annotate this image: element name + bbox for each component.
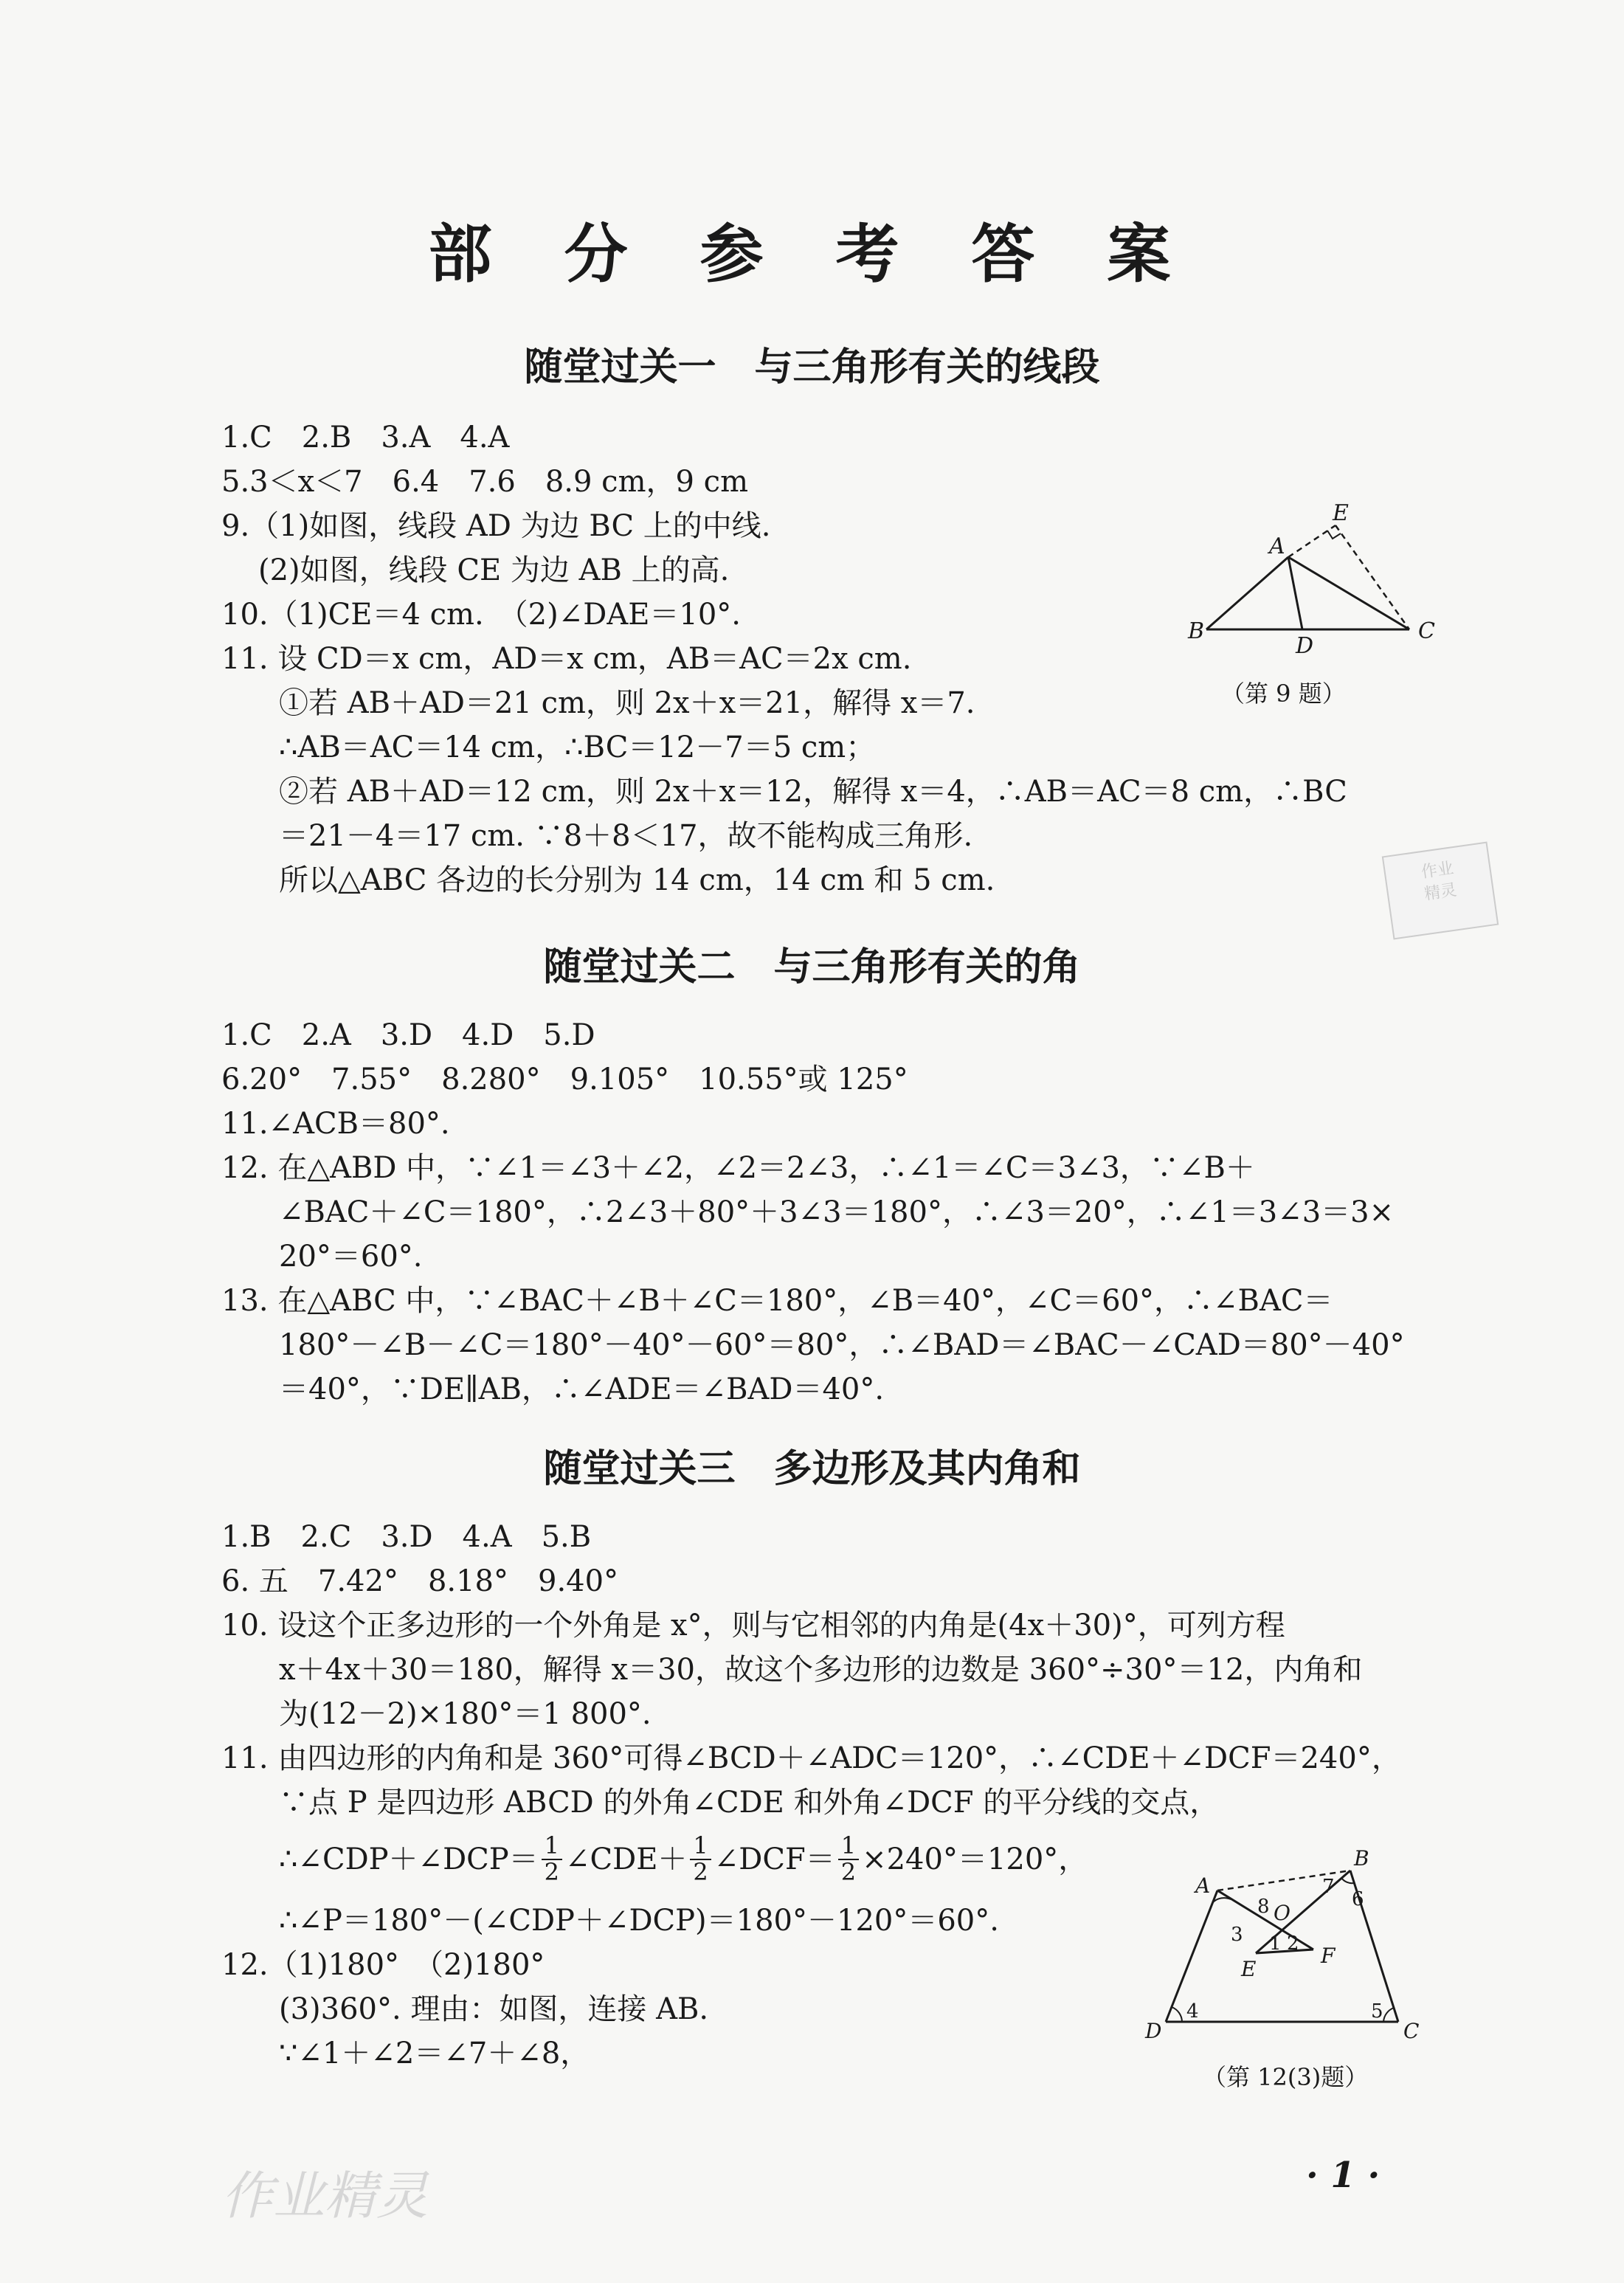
fraction-numerator: 1: [838, 1834, 859, 1860]
answer-line: 5.3＜x＜7 6.4 7.6 8.9 cm，9 cm: [221, 465, 749, 499]
figure-caption: （第 12(3)题）: [1203, 2063, 1369, 2091]
answer-line: 1.C 2.B 3.A 4.A: [221, 421, 510, 455]
answer-line: ＝21－4＝17 cm. ∵8＋8＜17，故不能构成三角形.: [279, 819, 973, 853]
watermark-stamp: [1382, 842, 1499, 940]
answer-line: 10. 设这个正多边形的一个外角是 x°，则与它相邻的内角是(4x＋30)°，可列方程: [221, 1609, 1285, 1643]
answer-line: 10.（1)CE＝4 cm. （2)∠DAE＝10°.: [221, 598, 742, 632]
answer-line: 6.20° 7.55° 8.280° 9.105° 10.55°或 125°: [221, 1063, 908, 1096]
label-D: D: [1145, 2019, 1162, 2043]
fraction-denominator: 2: [544, 1857, 560, 1886]
watermark-stamp-text: 精灵: [1423, 881, 1458, 904]
fraction-numerator: 1: [542, 1834, 562, 1860]
angle-label: 2: [1287, 1933, 1299, 1955]
answer-line: 为(12－2)×180°＝1 800°.: [279, 1697, 652, 1731]
label-F: F: [1321, 1944, 1336, 1968]
label-B: B: [1188, 618, 1205, 644]
answer-line: ②若 AB＋AD＝12 cm，则 2x＋x＝12，解得 x＝4，∴AB＝AC＝8 cm，∴BC: [279, 775, 1347, 809]
answer-line: x＋4x＋30＝180，解得 x＝30，故这个多边形的边数是 360°÷30°＝12，内角和: [279, 1653, 1363, 1687]
answer-line: 1.B 2.C 3.D 4.A 5.B: [221, 1520, 592, 1554]
answer-line: 12.（1)180° （2)180°: [221, 1948, 545, 1982]
fraction-denominator: 2: [693, 1857, 708, 1886]
fraction-numerator: 1: [690, 1834, 711, 1860]
answer-line: ∴∠P＝180°－(∠CDP＋∠DCP)＝180°－120°＝60°.: [279, 1904, 999, 1938]
answer-line: 12. 在△ABD 中，∵∠1＝∠3＋∠2，∠2＝2∠3，∴∠1＝∠C＝3∠3，∵∠B＋: [221, 1151, 1255, 1185]
label-O: O: [1274, 1901, 1290, 1925]
angle-label: 1: [1269, 1933, 1282, 1955]
label-E: E: [1333, 500, 1349, 526]
answer-line: 20°＝60°.: [279, 1240, 423, 1274]
equation-text: ×240°＝120°，: [862, 1842, 1088, 1876]
answer-line: 1.C 2.A 3.D 4.D 5.D: [221, 1018, 595, 1052]
label-B: B: [1354, 1846, 1369, 1871]
answer-line: 13. 在△ABC 中，∵∠BAC＋∠B＋∠C＝180°，∠B＝40°，∠C＝60°，∴∠BAC＝: [221, 1284, 1333, 1318]
answer-line: 11. 设 CD＝x cm，AD＝x cm，AB＝AC＝2x cm.: [221, 642, 912, 676]
answer-line: 11.∠ACB＝80°.: [221, 1107, 450, 1141]
answer-line: (2)如图，线段 CE 为边 AB 上的高.: [258, 553, 730, 587]
angle-label: 8: [1257, 1896, 1270, 1918]
answer-line: (3)360°. 理由：如图，连接 AB.: [279, 1992, 709, 2026]
angle-label: 5: [1371, 2000, 1383, 2023]
fraction-half: [542, 1831, 562, 1886]
fraction-half: [838, 1831, 859, 1886]
label-D: D: [1296, 633, 1314, 659]
label-A: A: [1195, 1873, 1211, 1898]
label-C: C: [1418, 618, 1435, 644]
fraction-denominator: 2: [840, 1857, 857, 1886]
page-number: · 1 ·: [1306, 2155, 1381, 2196]
section-title-1: 随堂过关一 与三角形有关的线段: [524, 345, 1100, 390]
answer-line: 所以△ABC 各边的长分别为 14 cm，14 cm 和 5 cm.: [279, 863, 995, 897]
quadrilateral-diagram: [1136, 1837, 1461, 2044]
angle-label: 3: [1231, 1924, 1243, 1946]
fraction-half: [690, 1831, 711, 1886]
label-C: C: [1403, 2019, 1420, 2043]
watermark-text: 作业精灵: [221, 2166, 428, 2226]
answer-line: ①若 AB＋AD＝21 cm，则 2x＋x＝21，解得 x＝7.: [279, 686, 975, 720]
angle-label: 4: [1186, 2000, 1199, 2023]
figure-12-3: [1136, 1837, 1461, 2091]
section-title-2: 随堂过关二 与三角形有关的角: [543, 945, 1081, 989]
figure-9: [1158, 498, 1468, 719]
equation-text: ∠CDE＋: [565, 1842, 688, 1876]
answer-line: ＝40°，∵DE∥AB，∴∠ADE＝∠BAD＝40°.: [279, 1372, 885, 1406]
watermark-stamp-text: 作业: [1420, 859, 1455, 883]
angle-label: 6: [1352, 1888, 1364, 1910]
answer-line: ∴AB＝AC＝14 cm，∴BC＝12－7＝5 cm；: [279, 731, 876, 764]
label-A: A: [1269, 533, 1285, 559]
equation-text: ∠DCF＝: [713, 1842, 835, 1876]
answer-line: ∠BAC＋∠C＝180°，∴2∠3＋80°＋3∠3＝180°，∴∠3＝20°，∴∠1＝3∠3＝3×: [279, 1195, 1395, 1229]
answer-line: 9.（1)如图，线段 AD 为边 BC 上的中线.: [221, 509, 771, 543]
answer-line: 180°－∠B－∠C＝180°－40°－60°＝80°，∴∠BAD＝∠BAC－∠CAD＝80°－40°: [279, 1328, 1405, 1362]
equation-text: ∴∠CDP＋∠DCP＝: [279, 1842, 539, 1876]
answer-line: ∵点 P 是四边形 ABCD 的外角∠CDE 和外角∠DCF 的平分线的交点，: [279, 1786, 1220, 1820]
section-title-3: 随堂过关三 多边形及其内角和: [543, 1447, 1081, 1491]
answer-line: 11. 由四边形的内角和是 360°可得∠BCD＋∠ADC＝120°，∴∠CDE＋∠DCF＝240°，: [221, 1741, 1401, 1775]
angle-label: 7: [1322, 1876, 1335, 1898]
page-title: 部 分 参 考 答 案: [428, 218, 1196, 291]
label-E: E: [1241, 1957, 1257, 1981]
answer-line: 6. 五 7.42° 8.18° 9.40°: [221, 1564, 619, 1598]
answer-line: ∵∠1＋∠2＝∠7＋∠8，: [279, 2037, 590, 2070]
figure-caption: （第 9 题）: [1221, 680, 1346, 708]
fraction-equation-line: [279, 1831, 1088, 1886]
